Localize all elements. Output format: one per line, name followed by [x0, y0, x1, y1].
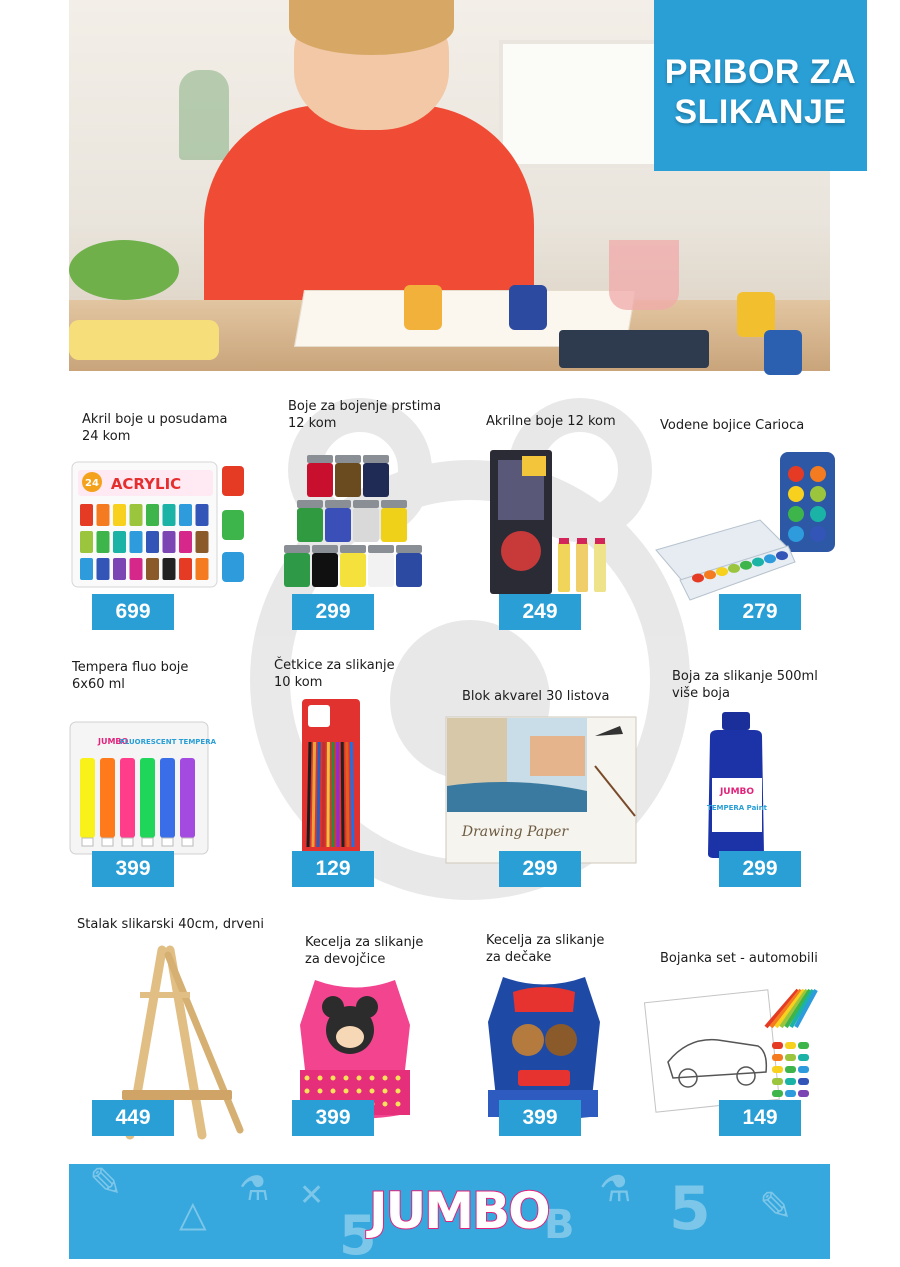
price-tag: 399 — [499, 1100, 581, 1136]
hero-image — [69, 0, 830, 371]
paint-tube — [140, 758, 155, 838]
paint-pan — [728, 564, 740, 573]
price-tag: 279 — [719, 594, 801, 630]
apron-dot — [396, 1102, 401, 1107]
product-name: Blok akvarel 30 listova — [462, 688, 609, 705]
paint-pot — [130, 531, 143, 553]
car-sticker — [772, 1066, 783, 1073]
paint-pan — [810, 486, 826, 502]
paint-pot — [80, 558, 93, 580]
paint-jar — [368, 553, 394, 587]
apron-dot — [318, 1089, 323, 1094]
product-name: Bojanka set - automobili — [660, 950, 818, 967]
paint-pan — [810, 466, 826, 482]
hero-paint-jar — [764, 330, 802, 375]
tube-cap — [82, 838, 93, 846]
brush — [323, 742, 324, 847]
paint-pan — [752, 558, 764, 567]
paint-pan — [776, 551, 788, 560]
jumbo-logo-text: JUMBO — [369, 1182, 549, 1240]
product-name: Boje za bojenje prstima 12 kom — [288, 398, 441, 432]
paint-pot — [179, 504, 192, 526]
paint-pan — [704, 570, 716, 579]
tube-cap — [182, 838, 193, 846]
footer-doodle: ✎ — [759, 1184, 793, 1230]
apron-dot — [357, 1076, 362, 1081]
apron-dot — [331, 1089, 336, 1094]
apron-dot — [318, 1076, 323, 1081]
footer-banner — [69, 1164, 830, 1259]
car-sticker — [798, 1066, 809, 1073]
paint-pot — [97, 504, 110, 526]
apron-dot — [383, 1102, 388, 1107]
jar-lid — [307, 455, 333, 463]
footer-doodle: ✕ — [299, 1178, 324, 1213]
apron-dot — [357, 1089, 362, 1094]
footer-doodle: ⚗ — [239, 1169, 269, 1209]
jar-lid — [340, 545, 366, 553]
paint-pan — [788, 506, 804, 522]
paint-pot — [146, 531, 159, 553]
tempera-bottle-image — [700, 710, 772, 860]
jar-lid — [297, 500, 323, 508]
price-tag: 299 — [499, 851, 581, 887]
paint-pot — [97, 531, 110, 553]
acrylic-count-text: 24 — [85, 478, 99, 489]
acrylic-tubes-image — [488, 446, 618, 596]
jar-lid — [353, 500, 379, 508]
product-name: Četkice za slikanje 10 kom — [274, 657, 395, 691]
jar-lid — [396, 545, 422, 553]
paint-pan — [716, 567, 728, 576]
jar-lid — [381, 500, 407, 508]
paint-pot — [130, 504, 143, 526]
tube-cap — [142, 838, 153, 846]
hero-paintbox — [559, 330, 709, 368]
paint-jar — [363, 463, 389, 497]
paint-pot — [113, 558, 126, 580]
paint-pot — [113, 504, 126, 526]
product-name: Akrilne boje 12 kom — [486, 413, 616, 430]
price-tag: 299 — [719, 851, 801, 887]
car-sticker — [785, 1066, 796, 1073]
car-sticker — [785, 1042, 796, 1049]
apron-dot — [305, 1076, 310, 1081]
paint-jar — [353, 508, 379, 542]
hero-window — [499, 40, 667, 168]
paint-pot — [146, 504, 159, 526]
car-sticker — [772, 1090, 783, 1097]
paint-pot — [163, 531, 176, 553]
paint-pan — [788, 486, 804, 502]
jar-lid — [284, 545, 310, 553]
car-sticker — [798, 1042, 809, 1049]
paint-pan — [692, 574, 704, 583]
finger-paint-jars-image — [282, 450, 432, 590]
jar-lid — [335, 455, 361, 463]
paint-pot — [196, 504, 209, 526]
tube-cap — [122, 838, 133, 846]
watercolor-paints-image — [650, 450, 840, 610]
paint-jar — [297, 508, 323, 542]
product-name: Akril boje u posudama 24 kom — [82, 411, 228, 445]
page-title-line1: PRIBOR ZA — [665, 52, 857, 92]
tube-cap — [102, 838, 113, 846]
paint-jar — [340, 553, 366, 587]
product-name: Vodene bojice Carioca — [660, 417, 804, 434]
price-tag: 129 — [292, 851, 374, 887]
paint-pot — [196, 558, 209, 580]
car-sticker — [785, 1078, 796, 1085]
brush — [351, 742, 353, 847]
product-name: Kecelja za slikanje za dečake — [486, 932, 604, 966]
apron-dot — [370, 1076, 375, 1081]
apron-dot — [344, 1089, 349, 1094]
paint-pan — [788, 526, 804, 542]
brush — [347, 742, 348, 847]
footer-doodle: 5 — [339, 1204, 377, 1267]
brush — [308, 742, 310, 847]
footer-doodle: ⚗ — [599, 1169, 631, 1210]
paint-jar — [381, 508, 407, 542]
paint-pot — [113, 531, 126, 553]
car-sticker — [798, 1078, 809, 1085]
paint-pot — [163, 558, 176, 580]
apron-dot — [344, 1076, 349, 1081]
paint-jar — [307, 463, 333, 497]
paint-pan — [810, 526, 826, 542]
apron-dot — [396, 1076, 401, 1081]
apron-dot — [383, 1089, 388, 1094]
paint-pot — [196, 531, 209, 553]
acrylic-brand-text: ACRYLIC — [111, 475, 181, 493]
product-name: Tempera fluo boje 6x60 ml — [72, 659, 188, 693]
paint-jar — [396, 553, 422, 587]
paint-tube — [160, 758, 175, 838]
hero-rug — [69, 240, 179, 300]
price-tag: 399 — [292, 1100, 374, 1136]
footer-doodle: ✎ — [89, 1160, 123, 1206]
apron-dot — [331, 1076, 336, 1081]
paint-jar — [335, 463, 361, 497]
apron-dot — [383, 1076, 388, 1081]
car-sticker — [798, 1090, 809, 1097]
car-sticker — [785, 1054, 796, 1061]
paint-brushes-image — [300, 697, 362, 857]
footer-doodle: △ — [179, 1194, 207, 1235]
hero-paint-jar — [509, 285, 547, 330]
paint-pot — [179, 531, 192, 553]
paint-pan — [740, 561, 752, 570]
paint-pan — [810, 506, 826, 522]
tube-cap — [162, 838, 173, 846]
price-tag: 149 — [719, 1100, 801, 1136]
acrylic-paint-pots-image — [70, 460, 250, 590]
jumbo-small-text: JUMBO — [97, 737, 129, 746]
paint-tube — [80, 758, 95, 838]
hero-water-cup — [609, 240, 679, 310]
car-sticker — [798, 1054, 809, 1061]
product-name: Boja za slikanje 500ml više boja — [672, 668, 818, 702]
price-tag: 249 — [499, 594, 581, 630]
paint-pan — [788, 466, 804, 482]
price-tag: 699 — [92, 594, 174, 630]
paint-pot — [146, 558, 159, 580]
hero-boy-hair — [289, 0, 454, 55]
paint-pot — [163, 504, 176, 526]
paint-tube — [180, 758, 195, 838]
paint-pan — [764, 554, 776, 563]
page-title-line2: SLIKANJE — [665, 92, 857, 132]
price-tag: 449 — [92, 1100, 174, 1136]
footer-doodle: B — [544, 1202, 575, 1248]
paint-tube — [120, 758, 135, 838]
brush — [313, 742, 315, 847]
car-sticker — [772, 1078, 783, 1085]
product-name: Kecelja za slikanje za devojčice — [305, 934, 423, 968]
hero-paint-jar — [404, 285, 442, 330]
jar-lid — [325, 500, 351, 508]
paint-pot — [97, 558, 110, 580]
car-sticker — [772, 1054, 783, 1061]
watercolor-block-image — [445, 716, 637, 864]
price-tag: 399 — [92, 851, 174, 887]
bottle-label-text: TEMPERA Paint — [707, 804, 768, 812]
price-tag: 299 — [292, 594, 374, 630]
paint-jar — [325, 508, 351, 542]
paint-pot — [130, 558, 143, 580]
jar-lid — [312, 545, 338, 553]
paint-jar — [312, 553, 338, 587]
paint-jar — [284, 553, 310, 587]
paint-pot — [179, 558, 192, 580]
apron-dot — [370, 1089, 375, 1094]
paint-pot — [80, 531, 93, 553]
drawing-paper-text: Drawing Paper — [461, 824, 570, 840]
bottle-brand-text: JUMBO — [719, 787, 754, 797]
page-title — [654, 0, 867, 171]
car-sticker — [785, 1090, 796, 1097]
hero-boy-shirt — [204, 105, 534, 320]
coloring-set-cars-image — [648, 982, 814, 1112]
product-name: Stalak slikarski 40cm, drveni — [77, 916, 264, 933]
hero-palette — [69, 320, 219, 360]
hero-plant — [179, 70, 229, 160]
footer-doodle: 5 — [669, 1174, 711, 1244]
jumbo-logo[interactable] — [369, 1176, 549, 1246]
jar-lid — [363, 455, 389, 463]
car-sticker — [772, 1042, 783, 1049]
brush — [342, 742, 343, 847]
paint-pot — [80, 504, 93, 526]
apron-dot — [305, 1089, 310, 1094]
apron-dot — [396, 1089, 401, 1094]
tempera-label-text: FLUORESCENT TEMPERA — [120, 738, 217, 746]
brush — [318, 742, 319, 847]
fluo-tempera-tubes-image — [68, 718, 210, 858]
paint-tube — [100, 758, 115, 838]
jar-lid — [368, 545, 394, 553]
